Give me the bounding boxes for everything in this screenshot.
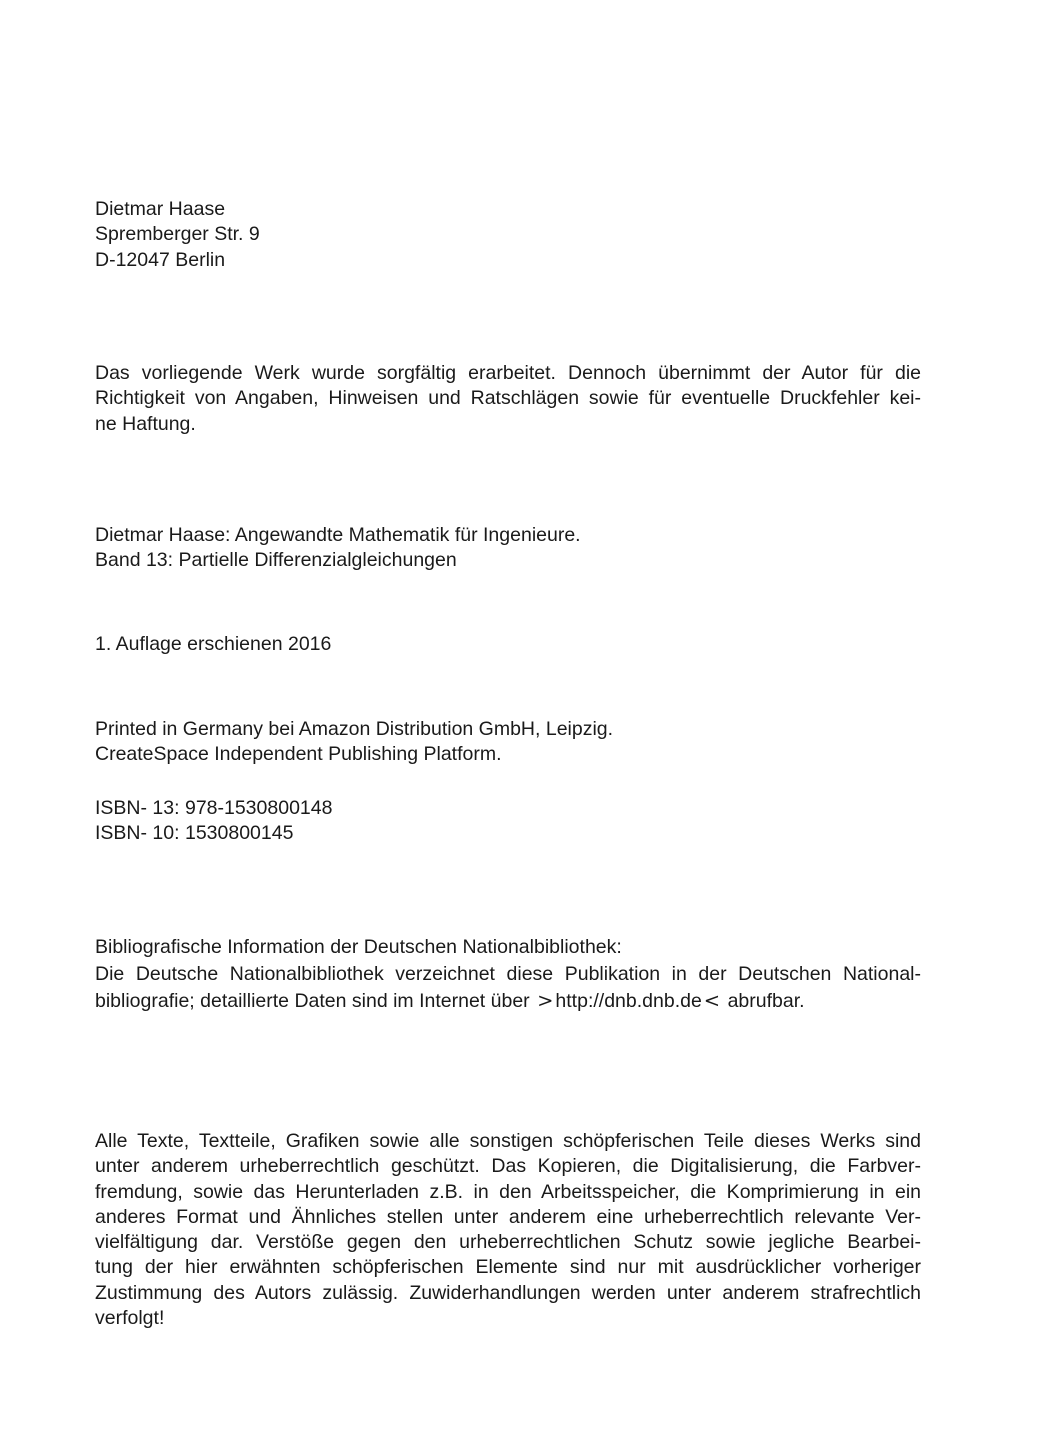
copyright-line: vielfältigung dar. Verstöße gegen den urheberrechtlichen Schutz sowie jegliche Bearbei- <box>95 1231 921 1254</box>
bibliography-line-pre: bibliografie; detaillierte Daten sind im Internet über <box>95 989 530 1012</box>
book-title: Dietmar Haase: Angewandte Mathematik für Ingenieure. <box>95 524 581 546</box>
bibliography-url-line <box>95 988 921 1014</box>
copyright-line: fremdung, sowie das Herunterladen z.B. in den Arbeitsspeicher, die Komprimierung in ein <box>95 1180 921 1203</box>
author-address <box>95 197 921 273</box>
printer-line: Printed in Germany bei Amazon Distribution GmbH, Leipzig. <box>95 718 614 740</box>
copyright-line: tung der hier erwähnten schöpferischen Elemente sind nur mit ausdrücklicher vorheriger <box>95 1256 921 1279</box>
dnb-url[interactable]: http://dnb.dnb.de <box>555 989 702 1012</box>
book-info <box>95 523 921 574</box>
author-street: Spremberger Str. 9 <box>95 223 260 246</box>
isbn13-label: ISBN- 13: <box>95 797 180 819</box>
isbn-info <box>95 796 921 847</box>
isbn10-label: ISBN- 10: <box>95 822 180 845</box>
isbn10-line <box>95 821 921 846</box>
bibliography-heading: Bibliografische Information der Deutschen Nationalbibliothek: <box>95 936 622 958</box>
author-name: Dietmar Haase <box>95 198 226 220</box>
disclaimer-line: Richtigkeit von Angaben, Hinweisen und Ratschlägen sowie für eventuelle Druckfehler kei- <box>95 387 921 410</box>
copyright-line: unter anderem urheberrechtlich geschützt. Das Kopieren, die Digitalisierung, die Farbver- <box>95 1155 921 1178</box>
isbn13-line <box>95 796 921 821</box>
bibliography-line-post: abrufbar. <box>727 989 805 1012</box>
bibliography-line: Die Deutsche Nationalbibliothek verzeichnet diese Publikation in der Deutschen National- <box>95 963 921 986</box>
copyright-line: Zustimmung des Autors zulässig. Zuwiderhandlungen werden unter anderem strafrechtlich <box>95 1281 921 1304</box>
disclaimer-paragraph <box>95 361 921 437</box>
platform-line: CreateSpace Independent Publishing Platform. <box>95 743 502 766</box>
bibliography-info <box>95 935 921 1014</box>
copyright-line: anderes Format und Ähnliches stellen unter anderem eine urheberrechtlich relevante Ver- <box>95 1205 921 1228</box>
greater-than-symbol: > <box>537 988 554 1012</box>
isbn13-value: 978-1530800148 <box>184 797 333 819</box>
book-volume: Band 13: Partielle Differenzialgleichungen <box>95 549 457 572</box>
copyright-line: Alle Texte, Textteile, Grafiken sowie alle sonstigen schöpferischen Teile dieses Werks sind <box>95 1130 921 1152</box>
disclaimer-line: ne Haftung. <box>95 412 196 435</box>
printer-info <box>95 717 921 768</box>
copyright-line: verfolgt! <box>95 1307 165 1330</box>
disclaimer-line: Das vorliegende Werk wurde sorgfältig erarbeitet. Dennoch übernimmt der Autor für die <box>95 362 921 384</box>
isbn10-value: 1530800145 <box>184 822 294 845</box>
copyright-paragraph <box>95 1129 921 1331</box>
edition-info <box>95 632 921 657</box>
author-city: D-12047 Berlin <box>95 248 226 271</box>
less-than-symbol: < <box>703 988 721 1012</box>
edition-line: 1. Auflage erschienen 2016 <box>95 633 332 655</box>
